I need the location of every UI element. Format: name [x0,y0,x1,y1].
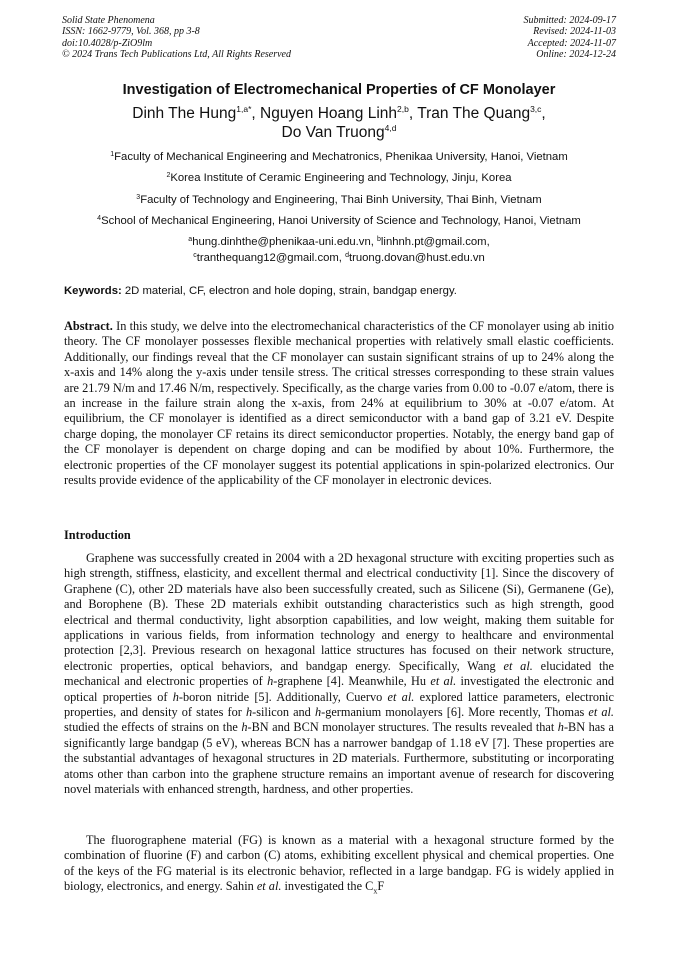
online-date: Online: 2024-12-24 [536,49,616,61]
keywords-line [64,285,616,297]
text-run: F [377,879,385,894]
affiliation-text: Faculty of Mechanical Engineering and Mechatronics, Phenikaa University, Hanoi, Vietnam [114,151,568,163]
affiliation-item [30,149,648,170]
text-run: -silicon and [252,705,315,720]
email-list [40,234,638,266]
affiliation-text: Faculty of Technology and Engineering, Thai Binh University, Thai Binh, Vietnam [140,193,542,206]
text-run: et al. [387,689,415,704]
email-mark: b [377,236,381,243]
author-separator: , [408,105,418,122]
affiliation-text: Korea Institute of Ceramic Engineering and Technology, Jinju, Korea [170,172,512,185]
text-run: -germanium monolayers [6]. More recently, Thomas [321,705,589,720]
accepted-date: Accepted: 2024-11-07 [527,37,616,49]
text-run: h [172,689,179,704]
keywords-label: Keywords: [64,285,122,297]
intro-paragraph-1 [64,551,614,798]
affiliation-number: 4 [97,214,102,222]
revised-date: Revised: 2024-11-03 [533,26,616,38]
email-mark: c [193,252,197,259]
email-mark: a [188,236,193,243]
text-run: et al. [430,674,457,689]
abstract-label: Abstract. [64,319,113,333]
paragraph-text [64,551,614,798]
paper-title: Investigation of Electromechanical Properties of CF Monolayer [122,82,556,98]
text-run: h [245,705,253,720]
abstract-paragraph [64,319,614,488]
text-run: et al. [256,879,282,894]
text-run: -BN has a significantly large bandgap (5 eV), whereas BCN has a narrower bandgap of 1.18 eV [7]. These properties are the substantial advantages of hexagonal structures in 2D materials. Furthermore, substituting or incorporating atoms other than carbon into the graphene structure remains an important avenue of research for discovering novel materials with enhanced strength, hardness, and other properties. [64,720,614,797]
text-run: studied the effects of strains on the [64,720,242,735]
affiliation-item [30,170,648,191]
abstract-text: In this study, we delve into the electromechanical characteristics of the CF monolayer using ab initio theory. The CF monolayer possesses flexible mechanical properties with relatively small elastic coefficients. Additionally, our findings reveal that the CF monolayer can sustain significant strains of up to 24% along the x-axis and 14% along the y-axis under tensile stress. The critical stresses corresponding to these strain values are 21.79 N/m and 17.46 N/m, respectively. Specifically, as the charge varies from 0.00 to -0.07 e/atom, there is an increase in the failure strain along the x-axis, from 24% at equilibrium to 30% at -0.07 e/atom. At equilibrium, the CF monolayer is identified as a direct semiconductor with a band gap of 3.21 eV. Despite charge doping, the monolayer CF retains its direct semiconductor properties. Notably, the energy band gap of the CF monolayer is dependent on charge doping and can be modified by about 10%. Furthermore, the electronic properties of the CF monolayer suggest its potential applications in spin-polarized electronics. Our results provide evidence of the applicability of the CF monolayer in electronic devices. [64,319,615,488]
author-affiliation-mark: 4,d [384,123,397,133]
paragraph-text [64,833,614,899]
text-run: The fluorographene material (FG) is known as a material with a hexagonal structure formed by the combination of fluorine (F) and carbon (C) atoms, exhibiting excellent physical and chemical properties. One of the keys of the FG material is its electronic behavior, reflected in a large bandgap. FG is widely applied in biology, electronics, and energy. Sahin [64,833,614,894]
affiliation-number: 2 [166,172,171,180]
issn-line: ISSN: 1662-9779, Vol. 368, pp 3-8 [62,26,200,38]
author-name: Dinh The Hung [132,105,237,122]
author-name: Do Van Truong [281,124,385,141]
text-run: investigated the C [281,879,374,894]
author-affiliation-mark: 3,c [530,104,542,114]
author-name: Nguyen Hoang Linh [260,105,398,122]
text-run: Graphene was successfully created in 2004 with a 2D hexagonal structure with exciting properties such as high strength, stiffness, elasticity, and excellent thermal and electrical conductivity [1]. Since the discovery of Graphene (C), other 2D materials have also been successfully created, such as Silicene (Si), Germanene (Ge), and Borophene (B). These 2D materials exhibit outstanding characteristics such as high strength, good electrical and thermal conductivity, light absorption capabilities, and low weight, making them suitable for applications in various fields, from information technology and energy to healthcare and environmental protection [2,3]. Previous research on hexagonal lattice structures has focused on their network structure, electronic properties, optical behaviors, and bandgap energy. Specifically, Wang [64,551,614,673]
text-run: -BN and BCN monolayer structures. The results revealed that [247,720,558,735]
affiliation-item [30,192,648,213]
text-run: -boron nitride [5]. Additionally, Cuervo [178,689,388,704]
text-run: -graphene [4]. Meanwhile, Hu [273,674,431,689]
header-right [524,15,617,61]
doi-line: doi:10.4028/p-ZiO9lm [62,37,153,49]
copyright-line: © 2024 Trans Tech Publications Ltd, All Rights Reserved [62,49,291,61]
author-affiliation-mark: 1,a* [236,104,252,114]
author-list [40,104,638,142]
author-name: Tran The Quang [417,105,531,122]
author-affiliation-mark: 2,b [397,104,409,114]
affiliation-number: 1 [110,151,115,158]
subscript: x [373,886,378,896]
author-separator: , [251,105,260,122]
email-mark: d [345,252,349,259]
text-run: elucidated the mechanical and electronic properties of [64,658,615,689]
text-run: et al. [503,658,533,673]
author-separator: , [541,105,546,122]
journal-name: Solid State Phenomena [62,15,155,26]
affiliation-list [30,149,648,234]
affiliation-number: 3 [136,193,141,201]
text-run: explored lattice parameters, electronic properties, and density of states for [64,689,614,720]
submitted-date: Submitted: 2024-09-17 [523,15,616,26]
text-run: investigated the electronic and optical properties of [64,674,615,704]
email-address[interactable]: tranthequang12@gmail.com, [196,252,346,264]
header-left [62,15,291,61]
text-run: h [557,720,564,735]
text-run: h [241,720,248,735]
email-address[interactable]: hung.dinhthe@phenikaa-uni.edu.vn, [192,236,378,248]
affiliation-item [30,213,648,234]
introduction-heading: Introduction [64,528,131,542]
intro-paragraph-2 [64,833,614,899]
email-address[interactable]: truong.dovan@hust.edu.vn [348,252,485,264]
affiliation-text: School of Mechanical Engineering, Hanoi University of Science and Technology, Hanoi, Vietnam [101,214,581,227]
text-run: h [314,705,322,720]
email-address[interactable]: linhnh.pt@gmail.com, [380,236,490,248]
text-run: h [267,674,274,689]
text-run: et al. [588,705,615,720]
keywords-text: 2D material, CF, electron and hole doping, strain, bandgap energy. [121,285,457,297]
